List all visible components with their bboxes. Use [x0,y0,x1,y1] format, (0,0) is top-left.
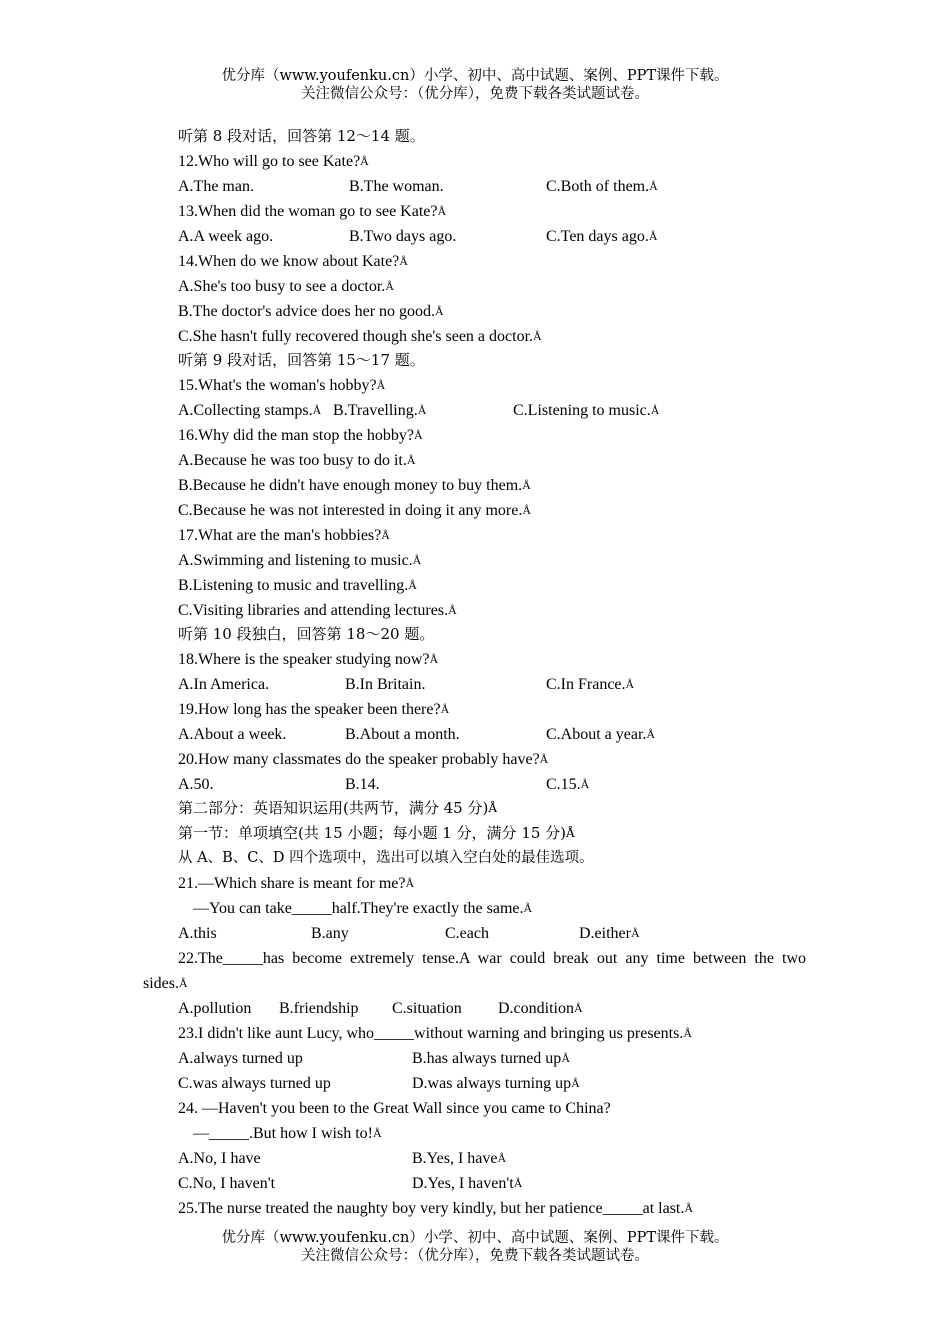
mark-glyph: Å [412,553,422,567]
mark-glyph: Å [406,453,416,467]
q17-option-c: C.Visiting libraries and attending lectures.Å [178,602,457,619]
mark-glyph: Å [522,503,532,517]
q24-option-b: B.Yes, I haveÅ [412,1150,507,1167]
mark-glyph: Å [488,801,498,815]
mark-glyph: Å [497,1151,507,1165]
question-22-stem: 22.The_____has become extremely tense.A war could break out any time between the two [178,950,806,967]
q13-option-c: C.Ten days ago.Å [546,228,658,245]
page-header [0,67,950,103]
mark-glyph: Å [571,1076,580,1090]
mark-glyph: Å [179,976,188,990]
question-18-stem: 18.Where is the speaker studying now?Å [178,651,439,668]
q21-option-c: C.each [445,925,489,942]
question-24-response: —_____.But how I wish to!Å [193,1125,382,1142]
q22-option-a: A.pollution [178,1000,252,1017]
q19-option-b: B.About a month. [345,726,460,743]
q17-option-b: B.Listening to music and travelling.Å [178,577,417,594]
mark-glyph: Å [522,478,531,492]
section-1-heading: 第一节：单项填空(共 15 小题；每小题 1 分，满分 15 分)Å [178,824,575,842]
mark-glyph: Å [408,578,417,592]
q17-option-a: A.Swimming and listening to music.Å [178,552,422,569]
q15-option-c: C.Listening to music.Å [513,402,660,419]
mark-glyph: Å [399,254,408,268]
mark-glyph: Å [574,1001,583,1015]
page-footer [0,1229,950,1265]
q14-option-b: B.The doctor's advice does her no good.Å [178,303,444,320]
question-16-stem: 16.Why did the man stop the hobby?Å [178,427,423,444]
q21-option-d: D.eitherÅ [579,925,640,942]
mark-glyph: Å [405,876,415,890]
header-line-2: 关注微信公众号：（优分库），免费下载各类试题试卷。 [301,86,649,102]
mark-glyph: Å [376,378,386,392]
q24-option-c: C.No, I haven't [178,1175,276,1192]
mark-glyph: Å [650,403,660,417]
q14-option-a: A.She's too busy to see a doctor.Å [178,278,394,295]
mark-glyph: Å [312,403,322,417]
question-12-stem: 12.Who will go to see Kate?Å [178,153,369,170]
mark-glyph: Å [580,777,590,791]
q13-option-a: A.A week ago. [178,228,274,245]
mark-glyph: Å [437,204,447,218]
question-17-stem: 17.What are the man's hobbies?Å [178,527,390,544]
q16-option-a: A.Because he was too busy to do it.Å [178,452,416,469]
mark-glyph: Å [429,652,439,666]
q21-option-b: B.any [311,925,349,942]
q16-option-b: B.Because he didn't have enough money to buy them.Å [178,477,531,494]
mark-glyph: Å [561,1051,570,1065]
mark-glyph: Å [373,1126,382,1140]
footer-line-2: 关注微信公众号：（优分库），免费下载各类试题试卷。 [301,1248,649,1264]
q22-option-b: B.friendship [279,1000,359,1017]
question-25-stem: 25.The nurse treated the naughty boy very kindly, but her patience_____at last.Å [178,1200,694,1217]
q12-option-b: B.The woman. [349,178,444,195]
question-21-response: —You can take_____half.They're exactly the same.Å [193,900,533,917]
question-24-stem: 24. —Haven't you been to the Great Wall since you came to China? [178,1100,611,1117]
mark-glyph: Å [566,826,575,840]
mark-glyph: Å [417,403,427,417]
q16-option-c: C.Because he was not interested in doing it any more.Å [178,502,532,519]
q22-option-d: D.conditionÅ [498,1000,583,1017]
mark-glyph: Å [440,702,450,716]
mark-glyph: Å [630,926,640,940]
q20-option-c: C.15.Å [546,776,590,793]
q24-option-a: A.No, I have [178,1150,261,1167]
question-23-stem: 23.I didn't like aunt Lucy, who_____without warning and bringing us presents.Å [178,1025,692,1042]
mark-glyph: Å [413,428,423,442]
mark-glyph: Å [360,154,369,168]
mark-glyph: Å [381,528,390,542]
section-8-heading: 听第 8 段对话，回答第 12～14 题。 [178,127,425,145]
mark-glyph: Å [625,677,635,691]
q23-option-a: A.always turned up [178,1050,303,1067]
question-14-stem: 14.When do we know about Kate?Å [178,253,408,270]
q23-option-d: D.was always turning upÅ [412,1075,580,1092]
question-19-stem: 19.How long has the speaker been there?Å [178,701,450,718]
q14-option-c: C.She hasn't fully recovered though she's seen a doctor.Å [178,328,542,345]
q24-option-d: D.Yes, I haven'tÅ [412,1175,523,1192]
mark-glyph: Å [435,304,444,318]
q15-option-a: A.Collecting stamps.Å [178,402,322,419]
instructions: 从 A、B、C、D 四个选项中，选出可以填入空白处的最佳选项。 [178,850,594,866]
q20-option-a: A.50. [178,776,214,793]
question-21-stem: 21.—Which share is meant for me?Å [178,875,415,892]
part-2-heading: 第二部分：英语知识运用(共两节，满分 45 分)Å [178,799,498,817]
mark-glyph: Å [448,603,457,617]
question-20-stem: 20.How many classmates do the speaker probably have?Å [178,751,549,768]
mark-glyph: Å [539,752,549,766]
header-line-1: 优分库（www.youfenku.cn）小学、初中、高中试题、案例、PPT课件下载。 [221,68,729,84]
q23-option-b: B.has always turned upÅ [412,1050,570,1067]
mark-glyph: Å [385,279,394,293]
q20-option-b: B.14. [345,776,380,793]
mark-glyph: Å [648,229,658,243]
section-9-heading: 听第 9 段对话，回答第 15～17 题。 [178,351,425,369]
q18-option-c: C.In France.Å [546,676,635,693]
q12-option-a: A.The man. [178,178,254,195]
mark-glyph: Å [646,727,656,741]
question-22-stem-cont: sides.Å [143,975,188,992]
mark-glyph: Å [684,1201,694,1215]
q18-option-a: A.In America. [178,676,270,693]
q19-option-c: C.About a year.Å [546,726,656,743]
mark-glyph: Å [533,329,542,343]
question-15-stem: 15.What's the woman's hobby?Å [178,377,386,394]
mark-glyph: Å [649,179,658,193]
question-13-stem: 13.When did the woman go to see Kate?Å [178,203,447,220]
q23-option-c: C.was always turned up [178,1075,331,1092]
q22-option-c: C.situation [392,1000,462,1017]
footer-line-1: 优分库（www.youfenku.cn）小学、初中、高中试题、案例、PPT课件下载。 [221,1230,729,1246]
section-10-heading: 听第 10 段独白，回答第 18～20 题。 [178,625,435,643]
q15-option-b: B.Travelling.Å [333,402,427,419]
q12-option-c: C.Both of them.Å [546,178,658,195]
q13-option-b: B.Two days ago. [349,228,457,245]
q21-option-a: A.this [178,925,217,942]
mark-glyph: Å [513,1176,523,1190]
q18-option-b: B.In Britain. [345,676,426,693]
q19-option-a: A.About a week. [178,726,287,743]
mark-glyph: Å [683,1026,692,1040]
mark-glyph: Å [523,901,533,915]
